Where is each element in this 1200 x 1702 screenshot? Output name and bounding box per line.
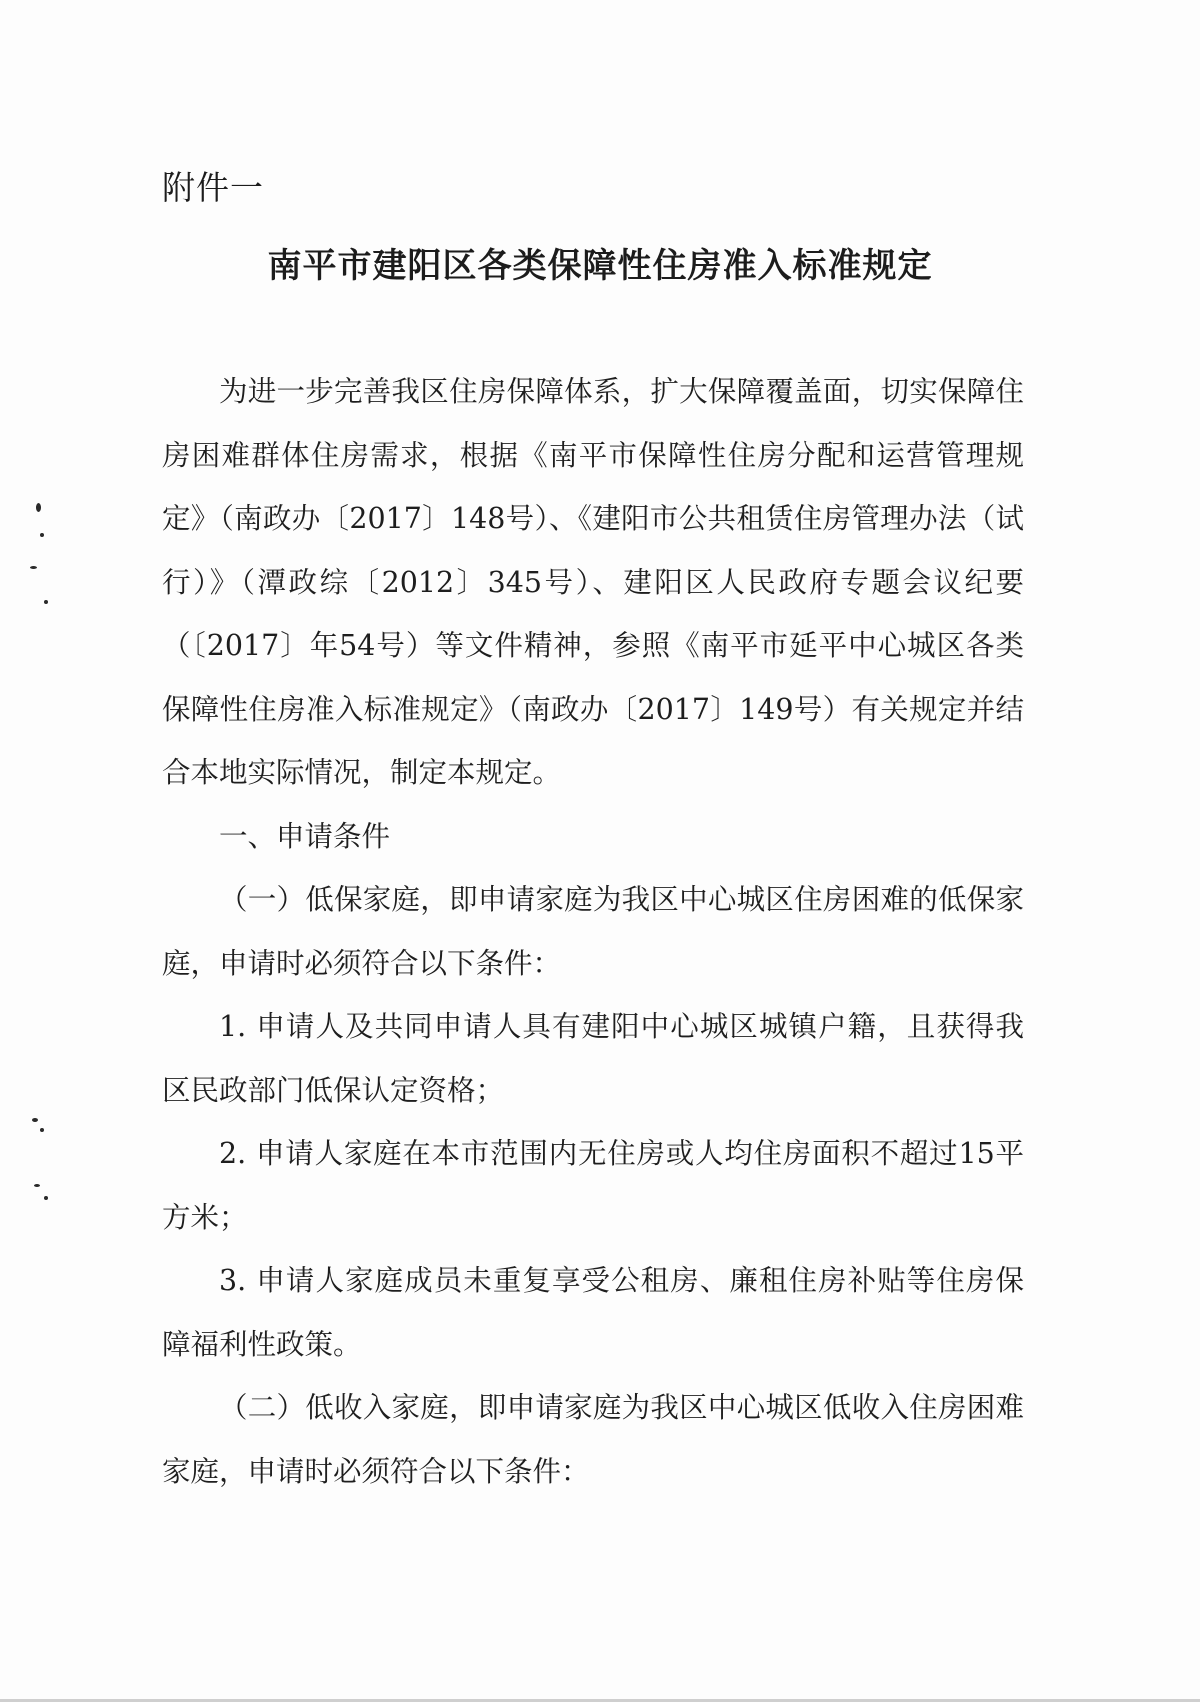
scan-speck <box>40 1128 44 1132</box>
subsection-low-income-families: （二）低收入家庭，即申请家庭为我区中心城区低收入住房困难家庭，申请时必须符合以下条件： <box>162 1391 1024 1488</box>
document-body <box>162 360 1024 1503</box>
scan-speck <box>44 1196 48 1200</box>
scan-speck <box>44 600 48 604</box>
attachment-label: 附件一 <box>162 168 264 207</box>
condition-item-2: 2. 申请人家庭在本市范围内无住房或人均住房面积不超过15平方米； <box>162 1137 1024 1234</box>
scan-speck <box>34 1184 40 1187</box>
subsection-low-income-subsidy-families: （一）低保家庭，即申请家庭为我区中心城区住房困难的低保家庭，申请时必须符合以下条件： <box>162 883 1024 980</box>
intro-paragraph: 为进一步完善我区住房保障体系，扩大保障覆盖面，切实保障住房困难群体住房需求，根据《南平市保障性住房分配和运营管理规定》（南政办〔2017〕148号）、《建阳市公共租赁住房管理办法（试行）》（潭政综〔2012〕345号）、建阳区人民政府专题会议纪要（〔2017〕年54号）等文件精神，参照《南平市延平中心城区各类保障性住房准入标准规定》（南政办〔2017〕149号）有关规定并结合本地实际情况，制定本规定。 <box>162 375 1024 789</box>
scan-speck <box>32 1118 38 1122</box>
scan-speck <box>30 566 37 569</box>
condition-item-1: 1. 申请人及共同申请人具有建阳中心城区城镇户籍，且获得我区民政部门低保认定资格； <box>162 1010 1024 1107</box>
document-title: 南平市建阳区各类保障性住房准入标准规定 <box>267 246 933 286</box>
scan-speck <box>40 533 44 537</box>
scan-speck <box>36 503 41 512</box>
condition-item-3: 3. 申请人家庭成员未重复享受公租房、廉租住房补贴等住房保障福利性政策。 <box>162 1264 1024 1361</box>
section-heading-application-conditions: 一、申请条件 <box>219 819 391 853</box>
